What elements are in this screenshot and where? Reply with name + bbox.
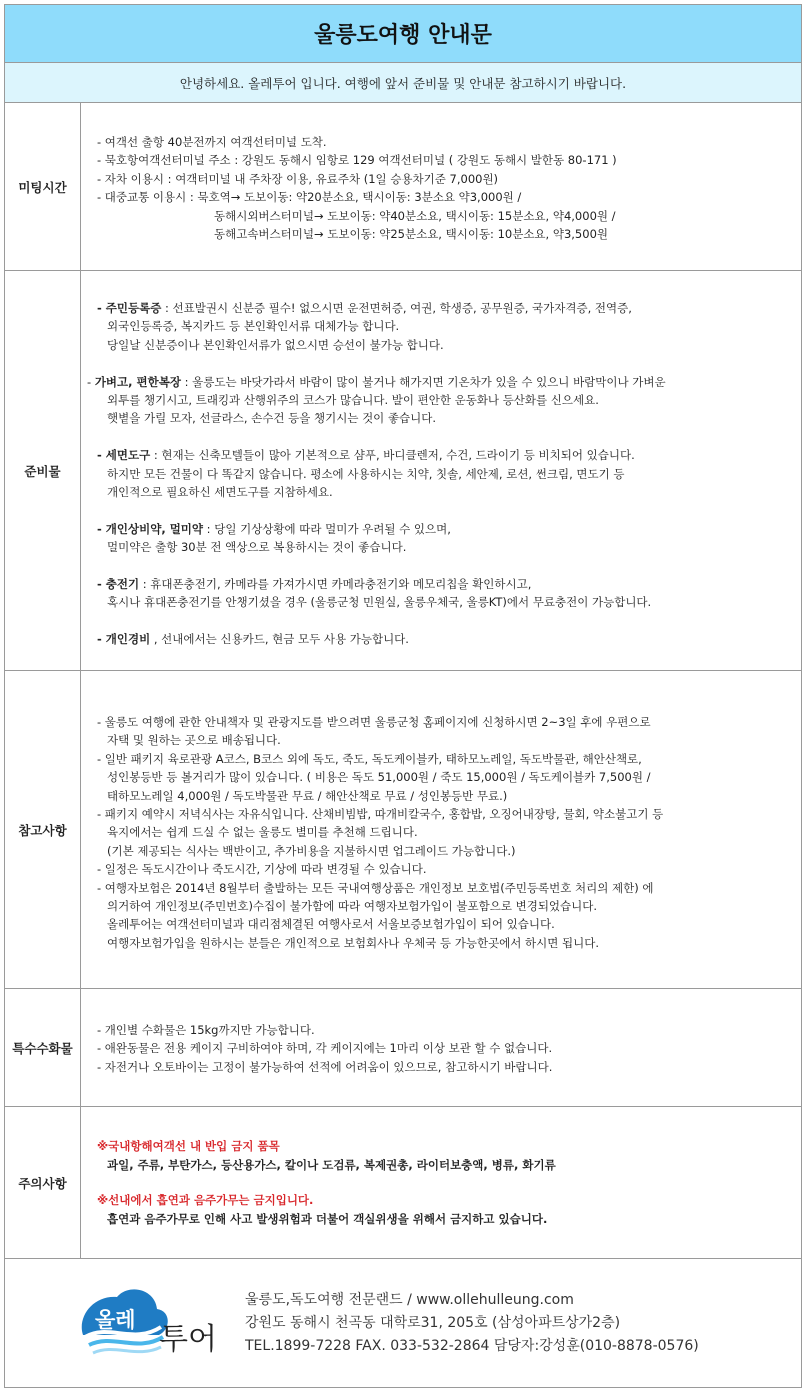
- olle-tour-logo: [75, 1283, 225, 1363]
- prep-section: [5, 271, 801, 671]
- page-title: 울릉도여행 안내문: [5, 5, 801, 63]
- company-contact: TEL.1899-7228 FAX. 033-532-2864 담당자:강성훈(010-8878-0576): [245, 1338, 699, 1354]
- prep-expense-line: - 개인경비 , 선내에서는 신용카드, 현금 모두 사용 가능합니다.: [97, 632, 409, 647]
- prep-line: 햇볕을 가릴 모자, 선글라스, 손수건 등을 챙기시는 것이 좋습니다.: [107, 411, 437, 426]
- meeting-line: - 자차 이용시 : 여객터미널 내 주차장 이용, 유료주차 (1일 승용차기준 7,000원): [97, 171, 499, 186]
- cargo-label: 특수수화물: [5, 989, 81, 1106]
- prep-id-line: - 주민등록증 : 선표발권시 신분증 필수! 없으시면 운전면허증, 여권, 학생증, 공무원증, 국가자격증, 전역증,: [97, 301, 632, 315]
- caution-section: [5, 1107, 801, 1259]
- company-line: 울릉도,독도여행 전문랜드 / www.ollehulleung.com: [245, 1292, 574, 1308]
- prep-line: 외투를 챙기시고, 트래킹과 산행위주의 코스가 많습니다. 발이 편안한 운동화나 등산화를 신으세요.: [107, 393, 599, 408]
- prep-label: 준비물: [5, 271, 81, 670]
- caution-text: 과일, 주류, 부탄가스, 등산용가스, 칼이나 도검류, 복제권총, 라이터보충액, 병류, 화기류: [107, 1158, 556, 1172]
- reference-line: 여행자보험가입을 원하시는 분들은 개인적으로 보험회사나 우체국 등 가능한곳에서 하시면 됩니다.: [107, 935, 600, 950]
- prep-body: [87, 299, 791, 670]
- meeting-body: [97, 133, 791, 270]
- cargo-section: [5, 989, 801, 1107]
- prep-line: 멀미약은 출항 30분 전 액상으로 복용하시는 것이 좋습니다.: [107, 540, 407, 555]
- meeting-line: - 대중교통 이용시 : 묵호역→ 도보이동: 약20분소요, 택시이동: 3분소요 약3,000원 /: [97, 190, 522, 205]
- reference-line: - 여행자보험은 2014년 8월부터 출발하는 모든 국내여행상품은 개인정보 보호법(주민등록번호 처리의 제한) 에: [97, 880, 654, 895]
- logo-text-tour: 투어: [159, 1322, 217, 1357]
- footer: [5, 1259, 801, 1387]
- meeting-line: - 묵호항여객선터미널 주소 : 강원도 동해시 임항로 129 여객선터미널 ( 강원도 동해시 발한동 80-171 ): [97, 153, 617, 168]
- reference-label: 참고사항: [5, 671, 81, 988]
- caution-heading: ※선내에서 흡연과 음주가무는 금지입니다.: [97, 1193, 314, 1207]
- caution-heading: ※국내항해여객선 내 반입 금지 품목: [97, 1139, 280, 1153]
- prep-charger-head: - 충전기: [97, 577, 140, 592]
- prep-id-head: - 주민등록증: [97, 301, 162, 315]
- caution-label: 주의사항: [5, 1107, 81, 1258]
- meeting-line: - 여객선 출항 40분전까지 여객선터미널 도착.: [97, 135, 327, 149]
- prep-med-head: - 개인상비약, 멀미약: [97, 521, 204, 536]
- cargo-body: [97, 1021, 791, 1106]
- logo-text-olle: 올레: [95, 1308, 136, 1332]
- prep-line: 하지만 모든 건물이 다 똑같지 않습니다. 평소에 사용하시는 치약, 칫솔, 세안제, 로션, 썬크림, 면도기 등: [107, 466, 625, 481]
- meeting-section: [5, 103, 801, 271]
- prep-cloth-line: - 가벼고, 편한복장 : 울릉도는 바닷가라서 바람이 많이 불거나 해가지면 기온차가 있을 수 있으니 바람막이나 가벼운: [87, 374, 666, 389]
- prep-line: 개인적으로 필요하신 세면도구를 지참하세요.: [107, 485, 333, 500]
- prep-line: 당일날 신분증이나 본인확인서류가 없으시면 승선이 불가능 합니다.: [107, 337, 444, 352]
- caution-body: [97, 1137, 791, 1258]
- company-address: 강원도 동해시 천곡동 대학로31, 205호 (삼성아파트상가2층): [245, 1315, 621, 1331]
- meeting-label: 미팅시간: [5, 103, 81, 270]
- prep-wash-line: - 세면도구 : 현재는 신축모텔들이 많아 기본적으로 샴푸, 바디클렌저, 수건, 드라이기 등 비치되어 있습니다.: [97, 448, 635, 463]
- meeting-line: 동해시외버스터미널→ 도보이동: 약40분소요, 택시이동: 15분소요, 약4,000원 /: [214, 208, 616, 223]
- prep-charger-line: - 충전기 : 휴대폰충전기, 카메라를 가져가시면 카메라충전기와 메모리칩을 확인하시고,: [97, 577, 532, 592]
- reference-line: - 울릉도 여행에 관한 안내책자 및 관광지도를 받으려면 울릉군청 홈페이지에 신청하시면 2~3일 후에 우편으로: [97, 715, 651, 729]
- reference-line: 자택 및 원하는 곳으로 배송됩니다.: [107, 733, 281, 748]
- reference-line: 올레투어는 여객선터미널과 대리점체결된 여행사로서 서울보증보험가입이 되어 있습니다.: [107, 917, 555, 932]
- cloud-wave-icon: [75, 1283, 225, 1363]
- cargo-line: - 자전거나 오토바이는 고정이 불가능하여 선적에 어려움이 있으므로, 참고하시기 바랍니다.: [97, 1059, 553, 1074]
- notice-frame: [4, 4, 802, 1388]
- prep-med-line: - 개인상비약, 멀미약 : 당일 기상상황에 따라 멀미가 우려될 수 있으며,: [97, 521, 451, 536]
- reference-line: - 패키지 예약시 저녁식사는 자유식입니다. 산채비빔밥, 따개비칼국수, 홍합밥, 오징어내장탕, 물회, 약소불고기 등: [97, 807, 664, 822]
- reference-line: - 일반 패키지 육로관광 A코스, B코스 외에 독도, 죽도, 독도케이블카, 태하모노레일, 독도박물관, 해안산책로,: [97, 751, 642, 766]
- company-info: [245, 1289, 699, 1358]
- reference-line: 성인봉등반 등 볼거리가 많이 있습니다. ( 비용은 독도 51,000원 / 죽도 15,000원 / 독도케이블카 7,500원 /: [107, 770, 651, 785]
- greeting-text: 안녕하세요. 올레투어 입니다. 여행에 앞서 준비물 및 안내문 참고하시기 바랍니다.: [5, 63, 801, 103]
- cargo-line: - 애완동물은 전용 케이지 구비하여야 하며, 각 케이지에는 1마리 이상 보관 할 수 없습니다.: [97, 1041, 553, 1056]
- reference-line: - 일정은 독도시간이나 죽도시간, 기상에 따라 변경될 수 있습니다.: [97, 862, 427, 877]
- cargo-line: - 개인별 수화물은 15kg까지만 가능합니다.: [97, 1023, 315, 1037]
- reference-line: 육지에서는 쉽게 드실 수 없는 울릉도 별미를 추천해 드립니다.: [107, 825, 418, 840]
- reference-section: [5, 671, 801, 989]
- reference-line: 태하모노레일 4,000원 / 독도박물관 무료 / 해안산책로 무료 / 성인봉등반 무료.): [107, 788, 508, 803]
- reference-body: [97, 713, 791, 988]
- prep-wash-head: - 세면도구: [97, 448, 151, 463]
- reference-line: 의거하여 개인정보(주민번호)수집이 불가함에 따라 여행자보험가입이 불포함으로 변경되었습니다.: [107, 899, 598, 914]
- caution-text: 흡연과 음주가무로 인해 사고 발생위험과 더불어 객실위생을 위해서 금지하고 있습니다.: [107, 1212, 548, 1226]
- reference-line: (기본 제공되는 식사는 백반이고, 추가비용을 지불하시면 업그레이드 가능합니다.): [107, 843, 516, 858]
- meeting-line: 동해고속버스터미널→ 도보이동: 약25분소요, 택시이동: 10분소요, 약3,500원: [214, 227, 608, 242]
- prep-line: 혹시나 휴대폰충전기를 안챙기셨을 경우 (울릉군청 민원실, 울릉우체국, 울릉KT)에서 무료충전이 가능합니다.: [107, 595, 652, 610]
- prep-line: 외국인등록증, 복지카드 등 본인확인서류 대체가능 합니다.: [107, 319, 400, 334]
- prep-cloth-head: 가벼고, 편한복장: [94, 374, 181, 389]
- prep-expense-head: - 개인경비: [97, 632, 151, 647]
